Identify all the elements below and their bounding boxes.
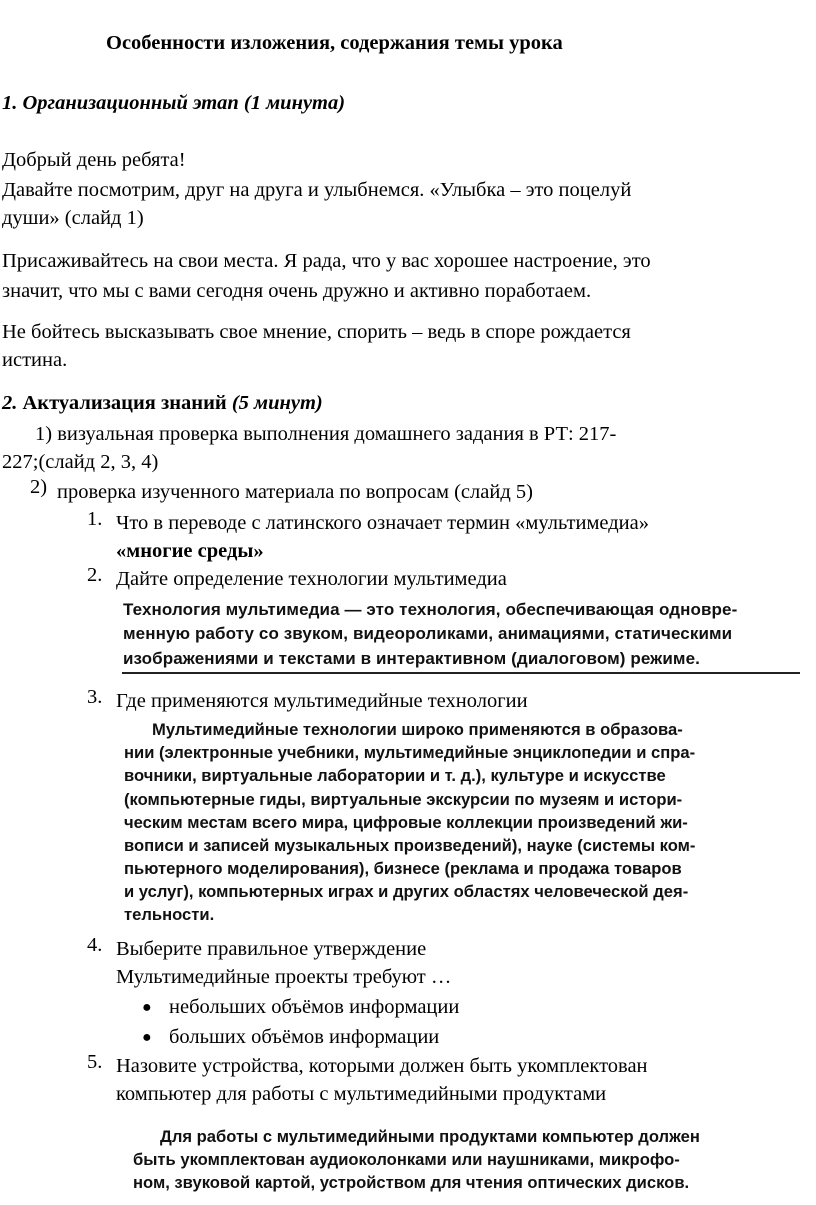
section1-title: Организационный этап (1 минута) bbox=[22, 92, 346, 114]
section2-time: (5 минут) bbox=[231, 392, 323, 414]
question-text: Назовите устройства, которыми должен быть укомплектован bbox=[116, 1055, 648, 1077]
question-text: Что в переводе с латинского означает термин «мультимедиа» bbox=[116, 512, 649, 534]
section2-title: Актуализация знаний bbox=[22, 392, 227, 414]
scan-definition-line: изображениями и текстами в интерактивном (диалоговом) режиме. bbox=[123, 649, 700, 668]
intro-paragraph: значит, что мы с вами сегодня очень дружно и активно поработаем. bbox=[2, 280, 592, 302]
question-text: Где применяются мультимедийные технологии bbox=[116, 690, 528, 712]
scan-applications-line: ческим местам всего мира, цифровые коллекции произведений жи- bbox=[124, 813, 688, 832]
question-text-cont: компьютер для работы с мультимедийными продуктами bbox=[116, 1083, 607, 1105]
scan-devices-line: ном, звуковой картой, устройством для чтения оптических дисков. bbox=[133, 1173, 690, 1192]
greeting: Добрый день ребята! bbox=[2, 149, 186, 171]
section2-number: 2. bbox=[2, 392, 18, 414]
scan-applications-line: нии (электронные учебники, мультимедийные энциклопедии и спра- bbox=[124, 743, 696, 762]
page-title: Особенности изложения, содержания темы урока bbox=[106, 32, 563, 54]
question-text: Выберите правильное утверждение bbox=[116, 938, 427, 960]
option-text: небольших объёмов информации bbox=[169, 996, 460, 1018]
scan-applications-line: (компьютерные гиды, виртуальные экскурсии по музеям и истори- bbox=[124, 790, 683, 809]
intro-paragraph: Присаживайтесь на свои места. Я рада, что у вас хорошее настроение, это bbox=[2, 250, 651, 272]
scan-devices-line: быть укомплектован аудиоколонками или наушниками, микрофо- bbox=[133, 1150, 680, 1169]
intro-paragraph: Не бойтесь высказывать свое мнение, спорить – ведь в споре рождается bbox=[2, 321, 631, 343]
scan-applications-line: вописи и записей музыкальных произведений), науке (системы ком- bbox=[124, 836, 696, 855]
bullet-icon: ● bbox=[142, 999, 152, 1016]
task-1-cont: 227;(слайд 2, 3, 4) bbox=[2, 451, 159, 473]
question-number: 3. bbox=[87, 686, 103, 708]
scan-applications-line: пьютерного моделирования), бизнесе (реклама и продажа товаров bbox=[124, 859, 682, 878]
option-item bbox=[142, 1023, 152, 1051]
option-text: больших объёмов информации bbox=[169, 1026, 440, 1048]
intro-line: души» (слайд 1) bbox=[2, 207, 144, 229]
intro-paragraph: истина. bbox=[2, 349, 68, 371]
section1-number: 1. bbox=[2, 92, 18, 114]
option-item bbox=[142, 993, 152, 1021]
question-number: 1. bbox=[87, 508, 103, 530]
question-number: 5. bbox=[87, 1051, 103, 1073]
task-1: 1) визуальная проверка выполнения домашнего задания в РТ: 217- bbox=[35, 423, 617, 445]
task-2: проверка изученного материала по вопросам (слайд 5) bbox=[57, 481, 533, 503]
scan-divider bbox=[122, 672, 800, 674]
question-subtext: Мультимедийные проекты требуют … bbox=[116, 966, 452, 988]
question-number: 2. bbox=[87, 564, 103, 586]
scan-devices-line: Для работы с мультимедийными продуктами компьютер должен bbox=[160, 1127, 700, 1146]
question-answer: «многие среды» bbox=[116, 540, 264, 562]
section2-heading bbox=[2, 390, 323, 416]
section1-heading bbox=[2, 90, 345, 116]
scan-applications-line: и услуг), компьютерных играх и других областях человеческой дея- bbox=[124, 882, 689, 901]
scan-definition-line: Технология мультимедиа — это технология, обеспечивающая одновре- bbox=[123, 600, 738, 619]
task-2-number: 2) bbox=[30, 476, 48, 498]
question-text: Дайте определение технологии мультимедиа bbox=[116, 568, 507, 590]
bullet-icon: ● bbox=[142, 1029, 152, 1046]
scan-definition-line: менную работу со звуком, видеороликами, анимациями, статическими bbox=[123, 624, 733, 643]
intro-line: Давайте посмотрим, друг на друга и улыбнемся. «Улыбка – это поцелуй bbox=[2, 179, 632, 201]
scan-applications-line: вочники, виртуальные лаборатории и т. д.), культуре и искусстве bbox=[124, 766, 666, 785]
scan-applications-line: Мультимедийные технологии широко применяются в образова- bbox=[152, 720, 683, 739]
scan-applications-line: тельности. bbox=[124, 905, 215, 924]
question-number: 4. bbox=[87, 934, 103, 956]
